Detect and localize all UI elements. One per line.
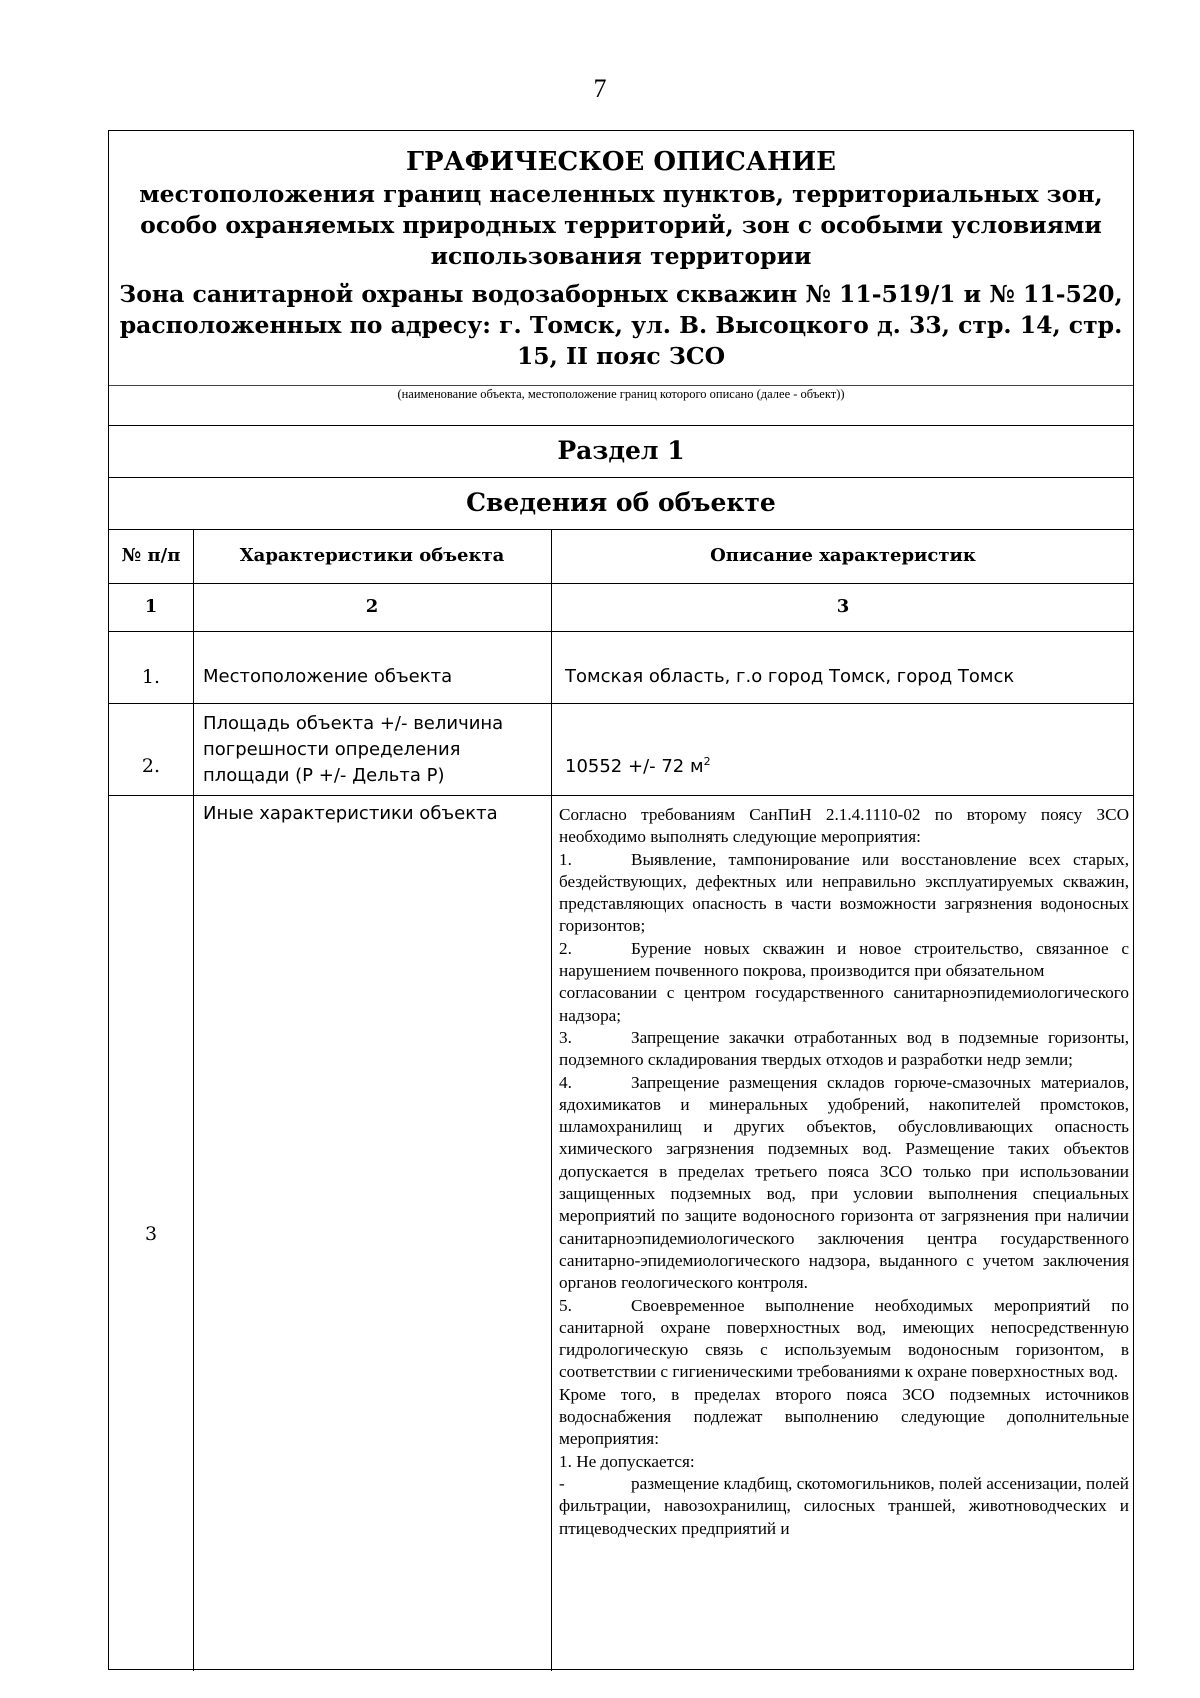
area-unit-superscript: 2 [703,755,711,768]
divider [109,425,1133,426]
requirements-text [559,804,1129,1540]
table-col-divider [551,529,552,1671]
list-item-text: согласовании с центром государственного санитарноэпидемиологического надзора; [559,983,1129,1025]
requirements-sub-heading: 1. Не допускается: [559,1451,695,1471]
table-row-divider [109,583,1133,584]
row-characteristic: Иные характеристики объекта [203,803,498,824]
list-item-text: Бурение новых скважин и новое строительство, связанное с нарушением почвенного покрова, производится при обязательном [559,938,1129,981]
list-item [559,982,1129,1027]
list-item-text: Своевременное выполнение необходимых мероприятий по санитарной охране поверхностных вод, имеющих непосредственную гидрологическую связь с используемым водоносным горизонтом, в соответствии с гигиеническими требованиями к охране поверхностных вод. [559,1295,1129,1382]
table-row-divider [109,631,1133,632]
list-item [559,849,1129,938]
section-subtitle: Сведения об объекте [466,488,776,517]
object-note: (наименование объекта, местоположение границ которого описано (далее - объект)) [397,387,845,401]
document-title: ГРАФИЧЕСКОЕ ОПИСАНИЕ [406,147,836,177]
header-characteristic: Характеристики объекта [239,545,505,566]
section-title: Раздел 1 [557,436,685,465]
list-item-text: Выявление, тампонирование или восстановление всех старых, бездействующих, дефектных или неправильно эксплуатируемых скважин, представляющих опасность в части возможности загрязнения водоносных горизонтов; [559,849,1129,936]
row-characteristic: Местоположение объекта [203,666,453,687]
list-item-number: 1. [559,849,572,869]
list-item-text: Запрещение размещения складов горюче-смазочных материалов, ядохимикатов и минеральных удобрений, накопителей промстоков, шламохранилищ и других объектов, обусловливающих опасность химического загрязнения подземных вод. Размещение таких объектов допускается в пределах третьего пояса ЗСО только при использовании защищенных подземных вод, при условии выполнения специальных мероприятий по защите водоносного горизонта от загрязнения при наличии санитарноэпидемиологического заключения центра государственного санитарно-эпидемиологического надзора, выданного с учетом заключения органов геологического контроля. [559,1072,1129,1293]
requirements-intro: Согласно требованиям СанПиН 2.1.4.1110-02 по второму поясу ЗСО необходимо выполнять следующие мероприятия: [559,805,1129,847]
list-item-number: 2. [559,938,572,958]
row-num: 3 [144,1223,158,1245]
list-item [559,1295,1129,1384]
table-col-divider [193,529,194,1671]
note-underline [109,385,1133,386]
row-num: 1. [141,666,161,688]
list-item-text: Запрещение закачки отработанных вод в подземные горизонты, подземного складирования твердых отходов и разработки недр земли; [559,1027,1129,1070]
document-frame [108,130,1134,1670]
object-name: Зона санитарной охраны водозаборных скважин № 11-519/1 и № 11-520, расположенных по адресу: г. Томск, ул. В. Высоцкого д. 33, стр. 14, стр. 15, II пояс ЗСО [119,280,1123,370]
row-characteristic: Площадь объекта +/- величина погрешности определения площади (Р +/- Дельта Р) [203,713,504,786]
col-number-3: 3 [836,596,850,617]
area-value: 10552 +/- 72 м [565,756,704,777]
header-description: Описание характеристик [710,545,976,566]
document-subtitle: местоположения границ населенных пунктов, территориальных зон, особо охраняемых природных территорий, зон с особыми условиями использования территории [139,180,1103,270]
list-item [559,938,1129,983]
header-num: № п/п [121,545,181,566]
page-number: 7 [593,74,607,103]
list-item-number: 5. [559,1295,572,1315]
list-item-dash: - [559,1473,565,1493]
requirements-additional: Кроме того, в пределах второго пояса ЗСО подземных источников водоснабжения подлежат выполнению следующие дополнительные мероприятия: [559,1384,1129,1449]
table-row-divider [109,703,1133,704]
col-number-2: 2 [365,596,379,617]
table-row-divider [109,795,1133,796]
row-num: 2. [141,755,161,777]
list-item [559,1072,1129,1295]
divider [109,477,1133,478]
list-item [559,1027,1129,1072]
row-description [565,755,711,777]
list-item-number: 4. [559,1072,572,1092]
list-item-number: 3. [559,1027,572,1047]
col-number-1: 1 [144,596,158,617]
divider [109,529,1133,530]
list-item-text: размещение кладбищ, скотомогильников, полей ассенизации, полей фильтрации, навозохранилищ, силосных траншей, животноводческих и птицеводческих предприятий и [559,1473,1129,1538]
list-item [559,1473,1129,1540]
row-description: Томская область, г.о город Томск, город Томск [565,666,1015,687]
